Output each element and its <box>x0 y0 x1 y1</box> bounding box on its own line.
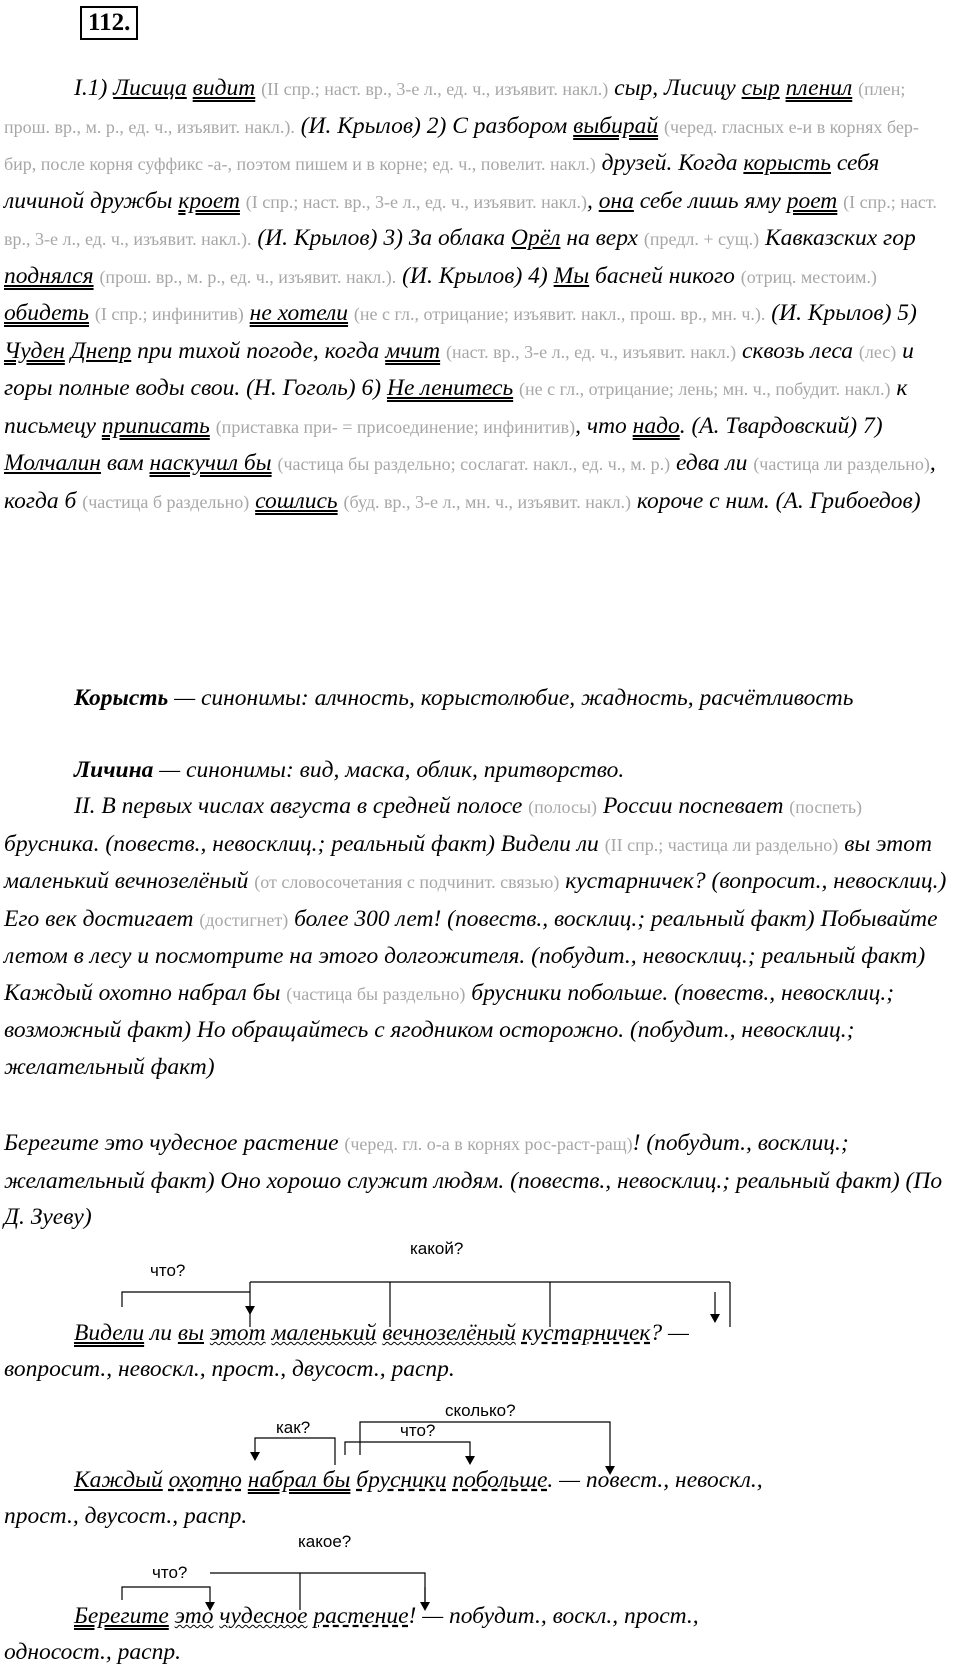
grammar-note: (от словосочетания с подчинит. связью) <box>254 872 560 892</box>
predicate-word: надо <box>632 412 680 439</box>
sentence-text: себя личиной дружбы <box>4 150 880 214</box>
sentence-text: на верх <box>566 225 638 251</box>
grammar-note: (прош. вр., м. р., ед. ч., изъявит. накл.). <box>99 266 397 287</box>
grammar-note: (приставка при- = присоединение; инфинитив) <box>215 416 576 437</box>
grammar-note: (буд. вр., 3-е л., мн. ч., изъявит. накл.) <box>343 491 632 512</box>
sentence-text: (И. Крылов) 2) С разбором <box>300 112 568 139</box>
sentence-text: сыр, Лисицу <box>614 75 736 101</box>
grammar-note: (полосы) <box>528 797 598 817</box>
adverbial-word: охотно <box>168 1467 242 1493</box>
synonym-lichina <box>4 752 949 789</box>
predicate-word: роет <box>786 187 838 214</box>
grammar-note: (отриц. местоим.) <box>740 266 877 287</box>
sentence-characteristic: прост., двусост., распр. <box>4 1503 248 1529</box>
sentence-text: Кавказских гор <box>764 225 916 251</box>
object-word: растение <box>313 1603 409 1629</box>
attribute-word: вечнозелёный <box>382 1320 516 1346</box>
subject-word: она <box>598 187 634 214</box>
sentence-text: вы этот маленький вечнозелёный <box>4 830 932 894</box>
grammar-note: (не с гл., отрицание; изъявит. накл., прош. вр., мн. ч.). <box>353 304 766 324</box>
attribute-word: это <box>174 1603 214 1629</box>
subject-word: Лисица <box>113 75 187 101</box>
sentence-text: ? — <box>650 1320 689 1346</box>
question-label: что? <box>400 1421 436 1440</box>
subject-word: корысть <box>743 150 831 176</box>
sentence-text: друзей. Когда <box>601 150 738 176</box>
predicate-word: кроет <box>178 187 240 214</box>
predicate-word: поднялся <box>4 262 94 289</box>
predicate-word: не хотели <box>249 300 349 326</box>
sentence-text: . (А. Твардовский) 7) <box>679 412 883 439</box>
part-two-text <box>4 788 949 1085</box>
sentence-text: к письмецу <box>4 375 908 439</box>
subject-word: Мы <box>553 262 590 289</box>
predicate-word: Видели <box>74 1320 145 1346</box>
attribute-word: чудесное <box>219 1603 308 1629</box>
sentence-text: брусника. (повеств., невосклиц.; реальный факт) Видели ли <box>4 830 599 857</box>
grammar-note: (частица б раздельно) <box>82 491 250 512</box>
grammar-note: (лес) <box>858 341 897 362</box>
sentence-text: кустарничек? (вопросит., невосклиц.) Его век достигает <box>4 868 947 932</box>
part-one-text: I.1) Лисица видит (II спр.; наст. вр., 3-е л., ед. ч., изъявит. накл.) сыр, Лисицу сыр пленил (плен; прош. вр., м. р., ед. ч., изъявит. накл.). (И. Крылов) 2) С разбором выбирай (черед. гласных е-и в корнях бер-бир, после корня суффикс -а-, поэтом пишем и в корне; ед. ч., повелит. накл.) друзей. Когда корысть себя личиной дружбы кроет (I спр.; наст. вр., 3-е л., ед. ч., изъявит. накл.), она себе лишь яму роет (I спр.; наст. вр., 3-е л., ед. ч., изъявит. накл.). (И. Крылов) 3) За облака Орёл на верх (предл. + сущ.) Кавказских гор поднялся (прош. вр., м. р., ед. ч., изъявит. накл.). (И. Крылов) 4) Мы басней никого (отриц. местоим.) обидеть (I спр.; инфинитив) не хотели (не с гл., отрицание; изъявит. накл., прош. вр., мн. ч.). (И. Крылов) 5) Чуден Днепр при тихой погоде, когда мчит (наст. вр., 3-е л., ед. ч., изъявит. накл.) сквозь леса (лес) и горы полные воды свои. (Н. Гоголь) 6) Не ленитесь (не с гл., отрицание; лень; мн. ч., побудит. накл.) к письмецу приписать (приставка при- = присоединение; инфинитив), что надо. (А. Твардовский) 7) Молчалин вам наскучил бы (частица бы раздельно; сослагат. накл., ед. ч., м. р.) едва ли (частица ли раздельно), когда б (частица б раздельно) сошлись (буд. вр., 3-е л., мн. ч., изъявит. накл.) короче с ним. (А. Грибоедов) <box>4 75 937 514</box>
object-word: брусники <box>356 1467 447 1493</box>
grammar-note: (плен; прош. вр., м. р., ед. ч., изъявит. накл.). <box>4 79 906 137</box>
question-label: какой? <box>410 1239 464 1258</box>
sentence-text: (И. Крылов) 3) За облака <box>257 225 506 251</box>
question-label: как? <box>276 1418 311 1437</box>
predicate-word: видит <box>192 75 256 101</box>
predicate-word: Берегите <box>74 1603 169 1629</box>
object-word: кустарничек <box>521 1320 651 1346</box>
part-three-text <box>4 1125 949 1236</box>
sentence-text: короче с ним. (А. Грибоедов) <box>636 487 921 514</box>
sentence-text: (И. Крылов) 5) <box>771 300 917 326</box>
subject-word: вы <box>177 1320 204 1346</box>
subject-word: Днепр <box>70 337 132 364</box>
attribute-word: маленький <box>271 1320 377 1346</box>
grammar-note: (наст. вр., 3-е л., ед. ч., изъявит. накл.) <box>446 341 737 362</box>
subject-word: Орёл <box>511 225 561 251</box>
grammar-note: (I спр.; инфинитив) <box>94 304 244 324</box>
sentence-text: . — повест., невоскл., <box>547 1467 763 1493</box>
predicate-word: сошлись <box>255 487 338 514</box>
grammar-note: (поспеть) <box>789 797 863 817</box>
grammar-note: (черед. гласных е-и в корнях бер-бир, после корня суффикс -а-, поэтом пишем и в корне; ед. ч., повелит. накл.) <box>4 116 919 174</box>
question-label: что? <box>152 1563 188 1582</box>
grammar-note: (не с гл., отрицание; лень; мн. ч., побудит. накл.) <box>519 379 891 399</box>
grammar-note: (I спр.; наст. вр., 3-е л., ед. ч., изъявит. накл.). <box>4 191 937 249</box>
sentence-text: едва ли <box>676 450 748 476</box>
question-label: какое? <box>298 1532 352 1551</box>
synonym-term: Корысть <box>74 685 169 711</box>
sentence-text: вам <box>106 450 144 476</box>
sentence-text: , что <box>575 412 627 439</box>
sentence-text: ! (побудит., восклиц.; желательный факт) Оно хорошо служит людям. (повеств., невосклиц.; реальный факт) (По Д. Зуеву) <box>4 1130 943 1230</box>
sentence-text: ! — побудит., воскл., прост., <box>408 1603 699 1629</box>
subject-word: Каждый <box>74 1467 163 1493</box>
predicate-word: Чуден <box>4 337 65 364</box>
synonym-korist <box>4 680 949 717</box>
predicate-word: приписать <box>101 412 210 439</box>
grammar-note: (I спр.; наст. вр., 3-е л., ед. ч., изъявит. накл.) <box>245 191 587 212</box>
sentence-text: и горы полные воды свои. (Н. Гоголь) 6) <box>4 337 914 401</box>
sentence-text: II. В первых числах августа в средней полосе <box>74 793 523 819</box>
grammar-note: (достигнет) <box>199 909 289 930</box>
sentence-text: России поспевает <box>602 793 784 819</box>
sentence-text: басней никого <box>595 262 735 289</box>
grammar-note: (II спр.; частица ли раздельно) <box>604 834 839 855</box>
sentence-text: (И. Крылов) 4) <box>402 262 548 289</box>
predicate-word: обидеть <box>4 300 89 326</box>
grammar-note: (частица бы раздельно) <box>286 983 466 1004</box>
particle-word: ли <box>150 1320 172 1346</box>
grammar-note: (частица бы раздельно; сослагат. накл., ед. ч., м. р.) <box>277 454 671 474</box>
subject-word: Молчалин <box>4 450 101 476</box>
attribute-word: этот <box>209 1320 266 1346</box>
predicate-word: выбирай <box>573 112 659 139</box>
diagram3-sentence <box>4 1598 949 1670</box>
sentence-characteristic: односост., распр. <box>4 1639 181 1665</box>
grammar-note: (частица ли раздельно) <box>753 454 930 474</box>
predicate-word: набрал бы <box>247 1467 351 1493</box>
predicate-word: Не ленитесь <box>386 375 514 401</box>
sentence-text: себе лишь яму <box>639 187 781 214</box>
question-label: сколько? <box>445 1401 516 1420</box>
synonym-term: Личина <box>74 757 154 783</box>
grammar-note: (II спр.; наст. вр., 3-е л., ед. ч., изъявит. накл.) <box>261 79 609 99</box>
sentence-text: более 300 лет! (повеств., восклиц.; реальный факт) Побывайте летом в лесу и посмотрите на этого долгожителя. (побудит., невосклиц.; реальный факт) Каждый охотно набрал бы <box>4 905 938 1006</box>
sentence-text: , когда б <box>4 450 936 514</box>
diagram1-sentence <box>4 1315 949 1387</box>
adverbial-word: побольше <box>452 1467 548 1493</box>
grammar-note: (предл. + сущ.) <box>643 229 760 249</box>
question-label: что? <box>150 1261 186 1280</box>
sentence-text: при тихой погоде, когда <box>137 337 380 364</box>
grammar-note: (черед. гл. о-а в корнях рос-раст-ращ) <box>344 1134 633 1154</box>
sentence-text: брусники побольше. (повеств., невосклиц.; возможный факт) Но обращайтесь с ягодником осторожно. (побудит., невосклиц.; желательный факт) <box>4 979 895 1080</box>
part-label: I.1) <box>74 75 108 101</box>
subject-word: сыр <box>741 75 780 101</box>
synonym-text: — синонимы: алчность, корыстолюбие, жадность, расчётливость <box>174 685 854 711</box>
sentence-characteristic: вопросит., невоскл., прост., двусост., распр. <box>4 1356 455 1382</box>
predicate-word: мчит <box>385 337 441 364</box>
diagram2-sentence <box>4 1462 949 1534</box>
predicate-word: пленил <box>785 75 853 101</box>
predicate-word: наскучил бы <box>149 450 272 476</box>
sentence-text: Берегите это чудесное растение <box>4 1130 339 1156</box>
synonym-text: — синонимы: вид, маска, облик, притворство. <box>159 757 625 783</box>
exercise-number: 112. <box>80 6 138 40</box>
sentence-text: сквозь леса <box>741 337 853 364</box>
